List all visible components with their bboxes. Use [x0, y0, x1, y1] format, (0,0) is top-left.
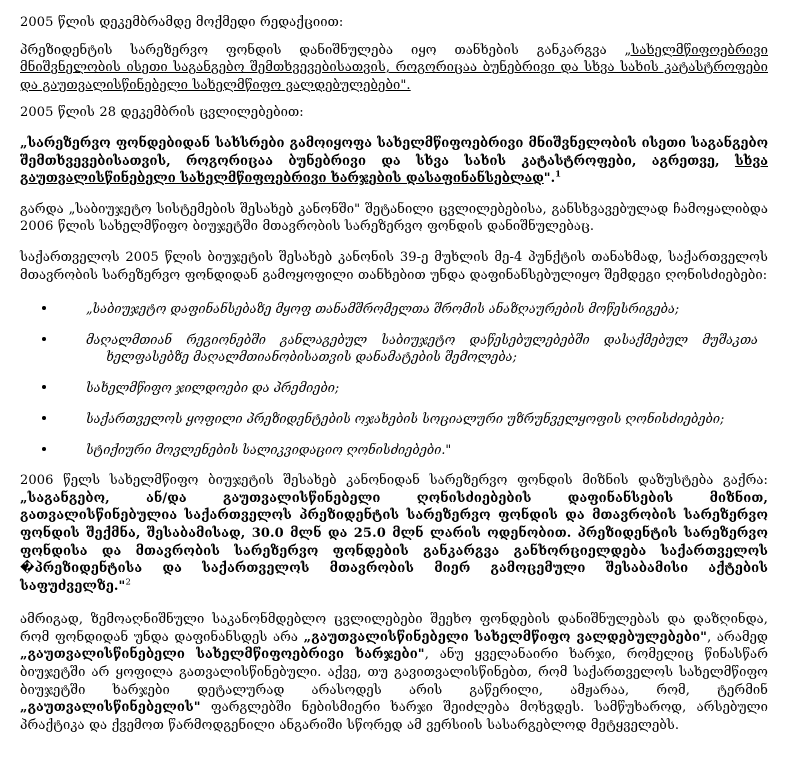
list-item-label: მაღალმთიან რეგიონებში განლაგებულ საბიუჯეტო დაწესებულებებში დასაქმებულ მუშაკთა ხელფასებზე მაღალმთიანობისათვის დანამატების შემოლება; — [86, 332, 758, 365]
quote-text-bold-underlined: სხვა გაუთვალისწინებელი სახელმწიფოებრივი ხარჯების დასაფინანსებლად — [20, 153, 768, 187]
paragraph-text-underlined: „სახელმწიფოებრივი მნიშვნელობის ისეთი საგანგებო შემთხვევებისათვის, როგორიცაა ბუნებრივი და სხვა სახის კატასტროფები და გაუთვალისწინებელი სახელმწიფო ვალდებულებები". — [20, 42, 768, 93]
list-item — [20, 410, 768, 427]
list-funded-measures — [20, 300, 768, 458]
conclusion-term-unforeseen: „გაუთვალისწინებელის" — [20, 700, 201, 716]
paragraph-conclusion-legislative-changes — [20, 611, 768, 734]
conclusion-text-2: , არამედ — [707, 629, 768, 645]
paragraph-2005-budget-law-article-39: საქართველოს 2005 წლის ბიუჯეტის შესახებ კანონის 39-ე მუხლის მე-4 პუნქტის თანახმად, საქართველოს მთავრობის სარეზერვო ფონდიდან გამოყოფილი თანხებით უნდა დაფინანსებულიყო შემდეგი ღონისძიებები: — [20, 249, 768, 283]
list-item-label: საქართველოს ყოფილი პრეზიდენტების ოჯახების სოციალური უზრუნველყოფის ღონისძიებები; — [86, 411, 725, 427]
conclusion-text-4: ფარგლებში ნებისმიერი ხარჯი შეიძლება მოხვდეს. სამწუხაროდ, არსებული პრაქტიკა და ქვემოთ წარმოდგენილი ანგარიში სწორედ ამ ვერსიის სასარგებლოდ მეტყველებს. — [20, 700, 768, 733]
bullet-dot-icon — [42, 337, 46, 341]
bullet-dot-icon — [42, 306, 46, 310]
list-item — [20, 441, 768, 458]
paragraph-text-plain: პრეზიდენტის სარეზერვო ფონდის დანიშნულება იყო თანხების განკარგვა — [20, 42, 625, 58]
list-item — [20, 331, 768, 365]
bullet-dot-icon — [42, 447, 46, 451]
list-item-label: „საბიუჯეტო დაფინანსებაზე მყოფ თანამშრომელთა შრომის ანაზღაურების მოწესრიგება; — [86, 301, 680, 317]
list-item-label: სახელმწიფო ჯილდოები და პრემიები; — [86, 380, 340, 396]
list-item — [20, 379, 768, 396]
conclusion-text-1: ამრიგად, ზემოაღნიშნული საკანონმდებლო ცვლილებები შეეხო ფონდების დანიშნულებას და დაზღინდა, რომ ფონდიდან უნდა დაფინანსდეს არა — [20, 612, 768, 645]
conclusion-text-3: , ანუ ყველანაირი ხარჯი, რომელიც წინასწარ ბიუჯეტში არ ყოფილა გათვალისწინებული. აქვე, თუ გავითვალისწინებთ, რომ საქართველოს სახელმწიფო ბიუჯეტში ხარჯები დეტალურად არასოდეს არის გაწერილი, ამჟარაა, რომ, ტერმინ — [20, 647, 768, 698]
bullet-dot-icon — [42, 416, 46, 420]
quote-text-bold: „სარეზერვო ფონდებიდან სახსრები გამოიყოფა სახელმწიფოებრივი მნიშვნელობის ისეთი საგანგებო შემთხვევებისათვის, როგორიცაა ბუნებრივი და სხვა სახის კატასტროფები, აგრეთვე, — [20, 135, 768, 169]
bullet-dot-icon — [42, 385, 46, 389]
paragraph-presidential-reserve-fund-purpose — [20, 42, 768, 95]
paragraph-text-bold-quote: „საგანგებო, ან/და გაუთვალისწინებელი ღონისძიებების დაფინანსების მიზნით, გათვალისწინებულია საქართველოს პრეზიდენტის სარეზერვო ფონდის და მთავრობის სარეზერვო ფონდის შექმნა, შესაბამისად, 30.0 მლნ და 25.0 მლნ ლარის ოდენობით. პრეზიდენტის სარეზერვო ფონდისა და მთავრობის სარეზერვო ფონდების განკარგვა განხორციელდება საქართველოს �პრეზიდენტისა და საქართველოს მთავრობის მიერ გამოცემული შესაბამისი აქტების საფუძველზე." — [20, 490, 768, 594]
conclusion-term-unforeseen-state-expenses: „გაუთვალისწინებელი სახელმწიფოებრივი ხარჯები" — [20, 647, 425, 663]
paragraph-intro-2005-pre-december: 2005 წლის დეკემბრამდე მოქმედი რედაქციით: — [20, 15, 344, 30]
list-item — [20, 300, 768, 317]
quote-text-bold-tail: ". — [543, 171, 556, 187]
paragraph-text-plain: 2006 წელს სახელმწიფო ბიუჯეტის შესახებ კანონიდან სარეზერვო ფონდის მიზნის დაზუსტება გაქრა: — [20, 473, 768, 489]
paragraph-2006-budget-law-reserve-fund — [20, 472, 768, 595]
footnote-marker-2: 2 — [125, 577, 131, 588]
conclusion-term-unforeseen-state-obligations: „გაუთვალისწინებელი სახელმწიფო ვალდებულებები" — [303, 629, 708, 645]
paragraph-intro-2005-december-28-amendments: 2005 წლის 28 დეკემბრის ცვლილებებით: — [20, 105, 304, 121]
paragraph-quoted-amendment-text — [20, 135, 768, 188]
paragraph-budget-systems-law-changes: გარდა „საბიუჯეტო სისტემების შესახებ კანონში" შეტანილი ცვლილებებისა, განსხვავებულად ჩამოყალიბდა 2006 წლის სახელმწიფო ბიუჯეტში მთავრობის სარეზერვო ფონდის დანიშნულებაც. — [20, 201, 768, 235]
footnote-marker-1: 1 — [555, 169, 562, 180]
list-item-label: სტიქიური მოვლენების სალიკვიდაციო ღონისძიებები." — [86, 442, 452, 458]
